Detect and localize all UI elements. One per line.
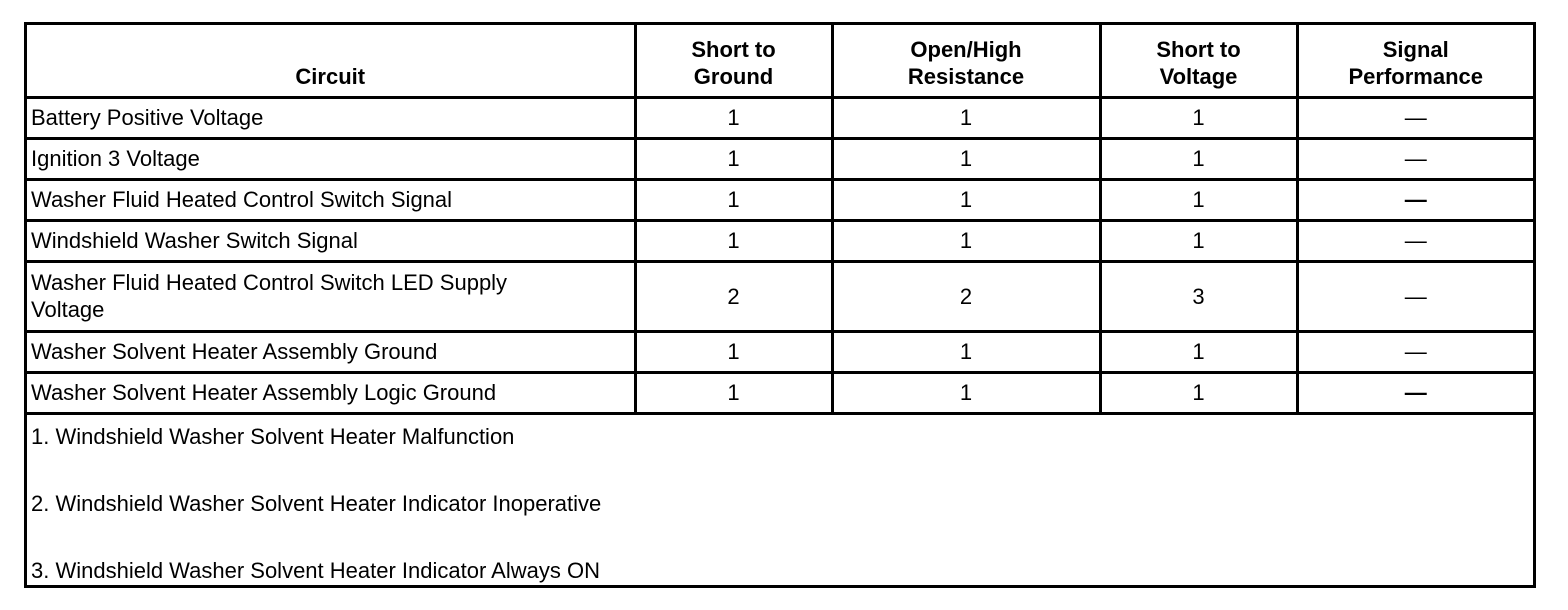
open-high-resistance-value: 1 xyxy=(832,220,1100,261)
note-item: 1. Windshield Washer Solvent Heater Malfunction xyxy=(31,423,515,449)
short-to-voltage-value: 1 xyxy=(1100,138,1297,179)
header-row xyxy=(27,25,1533,97)
open-high-resistance-value: 1 xyxy=(832,372,1100,413)
circuit-name-line: Washer Fluid Heated Control Switch LED Supply xyxy=(31,270,508,295)
open-high-resistance-value: 1 xyxy=(832,138,1100,179)
signal-performance-value: — xyxy=(1297,179,1533,220)
diagnostic-table-frame xyxy=(24,22,1536,588)
table-row xyxy=(27,97,1533,138)
table-row xyxy=(27,261,1533,331)
short-to-ground-value: 1 xyxy=(635,138,832,179)
circuit-name-line: Voltage xyxy=(31,297,105,322)
table-row xyxy=(27,179,1533,220)
short-to-ground-value: 1 xyxy=(635,97,832,138)
short-to-ground-value: 1 xyxy=(635,179,832,220)
short-to-voltage-value: 1 xyxy=(1100,331,1297,372)
open-high-resistance-value: 1 xyxy=(832,97,1100,138)
circuit-name: Windshield Washer Switch Signal xyxy=(27,220,635,261)
note-item: 3. Windshield Washer Solvent Heater Indicator Always ON xyxy=(31,557,600,583)
circuit-name: Ignition 3 Voltage xyxy=(27,138,635,179)
short-to-ground-value: 1 xyxy=(635,220,832,261)
table-row xyxy=(27,220,1533,261)
circuit-name xyxy=(27,261,635,331)
table-notes xyxy=(27,415,1533,584)
open-high-resistance-value: 1 xyxy=(832,179,1100,220)
note-item: 2. Windshield Washer Solvent Heater Indicator Inoperative xyxy=(31,490,602,516)
circuit-name: Washer Solvent Heater Assembly Logic Ground xyxy=(27,372,635,413)
short-to-voltage-value: 1 xyxy=(1100,179,1297,220)
header-short-to-ground: Short to Ground xyxy=(635,25,832,97)
short-to-ground-value: 1 xyxy=(635,372,832,413)
open-high-resistance-value: 1 xyxy=(832,331,1100,372)
short-to-voltage-value: 1 xyxy=(1100,97,1297,138)
header-short-to-voltage: Short to Voltage xyxy=(1100,25,1297,97)
signal-performance-value: — xyxy=(1297,261,1533,331)
short-to-ground-value: 1 xyxy=(635,331,832,372)
short-to-voltage-value: 1 xyxy=(1100,220,1297,261)
open-high-resistance-value: 2 xyxy=(832,261,1100,331)
circuit-name: Battery Positive Voltage xyxy=(27,97,635,138)
signal-performance-value: — xyxy=(1297,138,1533,179)
signal-performance-value: — xyxy=(1297,220,1533,261)
short-to-voltage-value: 3 xyxy=(1100,261,1297,331)
circuit-fault-table xyxy=(27,25,1533,415)
short-to-ground-value: 2 xyxy=(635,261,832,331)
short-to-voltage-value: 1 xyxy=(1100,372,1297,413)
signal-performance-value: — xyxy=(1297,331,1533,372)
signal-performance-value: — xyxy=(1297,97,1533,138)
signal-performance-value: — xyxy=(1297,372,1533,413)
table-row xyxy=(27,138,1533,179)
header-signal-performance: Signal Performance xyxy=(1297,25,1533,97)
header-circuit: Circuit xyxy=(27,25,635,97)
header-open-high-resistance: Open/High Resistance xyxy=(832,25,1100,97)
circuit-name: Washer Fluid Heated Control Switch Signal xyxy=(27,179,635,220)
circuit-name: Washer Solvent Heater Assembly Ground xyxy=(27,331,635,372)
table-row xyxy=(27,331,1533,372)
table-row xyxy=(27,372,1533,413)
